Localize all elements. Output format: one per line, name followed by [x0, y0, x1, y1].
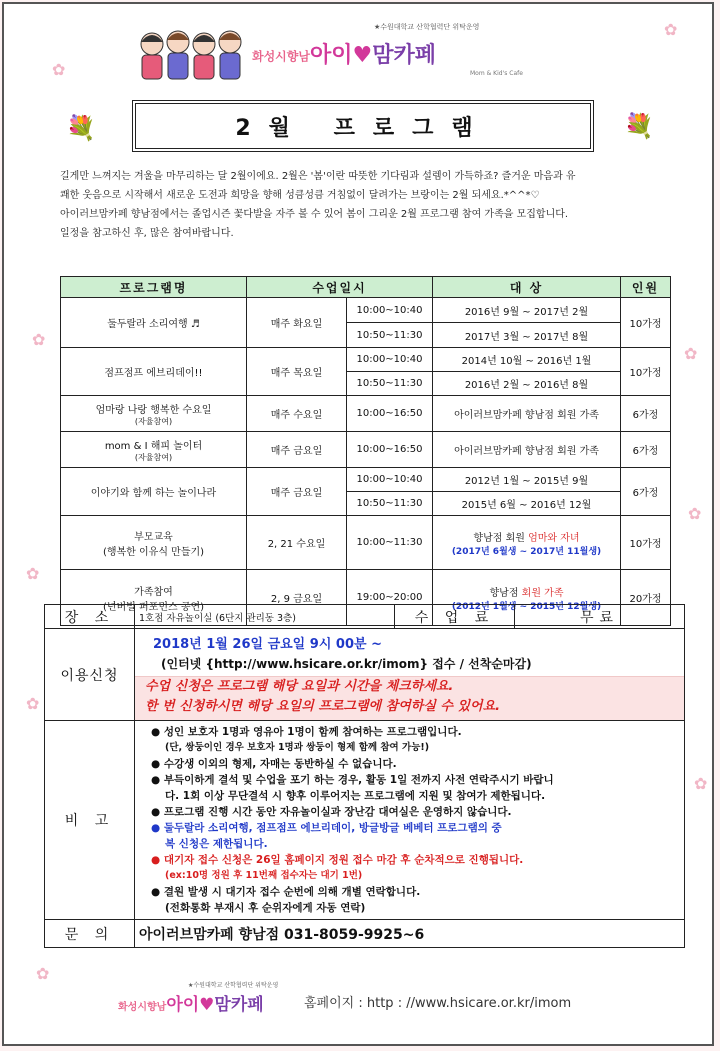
footer-logo: ★수원대학교 산학협력단 위탁운영 화성시향남아이♥맘카페 [118, 982, 279, 1015]
table-header-row: 프로그램명 수업일시 대 상 인원 [61, 277, 671, 298]
flower-icon: ✿ [688, 504, 702, 523]
flower-icon: ✿ [694, 774, 708, 793]
flower-icon: ✿ [26, 564, 40, 583]
cafe-logo [134, 18, 594, 84]
kids-illustration-icon [134, 22, 244, 82]
flower-icon: ✿ [26, 694, 40, 713]
note-row: 비 고 ● 성인 보호자 1명과 영유아 1명이 함께 참여하는 프로그램입니다. (단, 쌍둥이인 경우 보호자 1명과 쌍둥이 형제 함께 참여 가능!) ● 수강생 이외의 형제, 자매는 동반하실 수 없습니다. ● 부득이하게 결석 및 수업을 포기 하는 경우, 활동 1일 전까지 사전 연락주시기 바랍니 다. 1회 이상 무단결석 시 향후 이루어지는 프로그램에 지원 및 참여가 제한됩니다. ● 프로그램 진행 시간 동안 자유놀이실과 장난감 대여실은 운영하지 않습니다. ● 둘두랄라 소리여행, 점프점프 에브리데이, 방글방글 베베터 프로그램의 중 복 신청은 제한됩니다. ● 대기자 접수 신청은 26일 홈페이지 정원 접수 마감 후 순차적으로 진행됩니다. (ex:10명 정원 후 11번째 접수자는 대기 1번) ● 결원 발생 시 대기자 접수 순번에 의해 개별 연락합니다. (전화통화 부재시 후 순위자에게 자동 연락) [45, 721, 685, 920]
place-row: 장 소 1호점 자유놀이실 (6단지 관리동 3층) 수 업 료 무료 [45, 605, 685, 629]
table-row: 10:50~11:30 2017년 3월 ~ 2017년 8월 [61, 323, 671, 348]
heart-icon: ♥ [352, 43, 373, 68]
homepage-url: 홈페이지 : http : //www.hsicare.or.kr/imom [304, 996, 572, 1011]
flower-icon: ✿ [684, 344, 698, 363]
table-row: 10:50~11:30 2016년 2월 ~ 2016년 8월 [61, 372, 671, 396]
table-row: 부모교육 (행복한 이유식 만들기) 2, 21 수요일 10:00~11:30 향남점 회원 엄마와 자녀 (2017년 6월생 ~ 2017년 11월생) 10가정 [61, 516, 671, 570]
schedule-table [60, 276, 671, 626]
heart-icon: ♥ [199, 995, 215, 1015]
table-row: 점프점프 에브리데이!! 매주 목요일 10:00~10:40 2014년 10월 ~ 2016년 1월 10가정 [61, 348, 671, 372]
table-row: 둘두랄라 소리여행 ♬ 매주 화요일 10:00~10:40 2016년 9월 ~ 2017년 2월 10가정 [61, 298, 671, 323]
apply-row: 이용신청 2018년 1월 26일 금요일 9시 00분 ~ (인터넷 {http://www.hsicare.or.kr/imom} 접수 / 선착순마감) 수업 신청은 프로그램 해당 요일과 시간을 체크하세요. 한 번 신청하시면 해당 요일의 프로그램에 참여하실 수 있어요. [45, 629, 685, 721]
table-row: 가족참여 (넌버벌 퍼포먼스 공연) 2, 9 금요일 19:00~20:00 향남점 회원 가족 (2012년 1월생 ~ 2015년 12월생) 20가정 [61, 570, 671, 626]
flower-icon: ✿ [664, 20, 678, 39]
flower-icon: ✿ [36, 964, 50, 983]
contact-row: 문 의 아이러브맘카페 향남점 031-8059-9925~6 [45, 920, 685, 948]
info-table [44, 604, 685, 948]
table-row: 10:50~11:30 2015년 6월 ~ 2016년 12월 [61, 492, 671, 516]
table-row: mom & I 해피 놀이터 (자율참여) 매주 금요일 10:00~16:50 아이러브맘카페 향남점 회원 가족 6가정 [61, 432, 671, 468]
table-row: 엄마랑 나랑 행복한 수요일 (자율참여) 매주 수요일 10:00~16:50 아이러브맘카페 향남점 회원 가족 6가정 [61, 396, 671, 432]
logo-tagline: Mom & Kid's Cafe [470, 70, 523, 77]
page-title: 2월 프로그램 [132, 100, 594, 152]
intro-text: 길게만 느껴지는 겨울을 마무리하는 달 2월이에요. 2월은 '봄'이란 따뜻한 기다림과 설렘이 가득하죠? 즐거운 마음과 유 쾌한 웃음으로 시작해서 새로운 도전과 희망을 향해 성큼성큼 거침없이 달려가는 브랑이는 2월 되세요.*^^*♡ 아이러브맘카페 향남점에서는 졸업시즌 꽃다발을 자주 볼 수 있어 봄이 그리운 2월 프로그램 참여 가족을 모집합니다. 일정을 참고하신 후, 많은 참여바랍니다. [60, 171, 576, 239]
table-row: 이야기와 함께 하는 놀이나라 매주 금요일 10:00~10:40 2012년 1월 ~ 2015년 9월 6가정 [61, 468, 671, 492]
flower-icon: ✿ [32, 330, 46, 349]
logo-text: 화성시향남아이♥맘카페 [252, 43, 436, 68]
flower-icon: ✿ [52, 60, 66, 79]
bouquet-icon: 💐 [66, 114, 96, 142]
logo-subtitle: ★수원대학교 산학협력단 위탁운영 [374, 23, 480, 31]
bouquet-icon: 💐 [624, 112, 654, 140]
program-flyer [2, 2, 714, 1046]
